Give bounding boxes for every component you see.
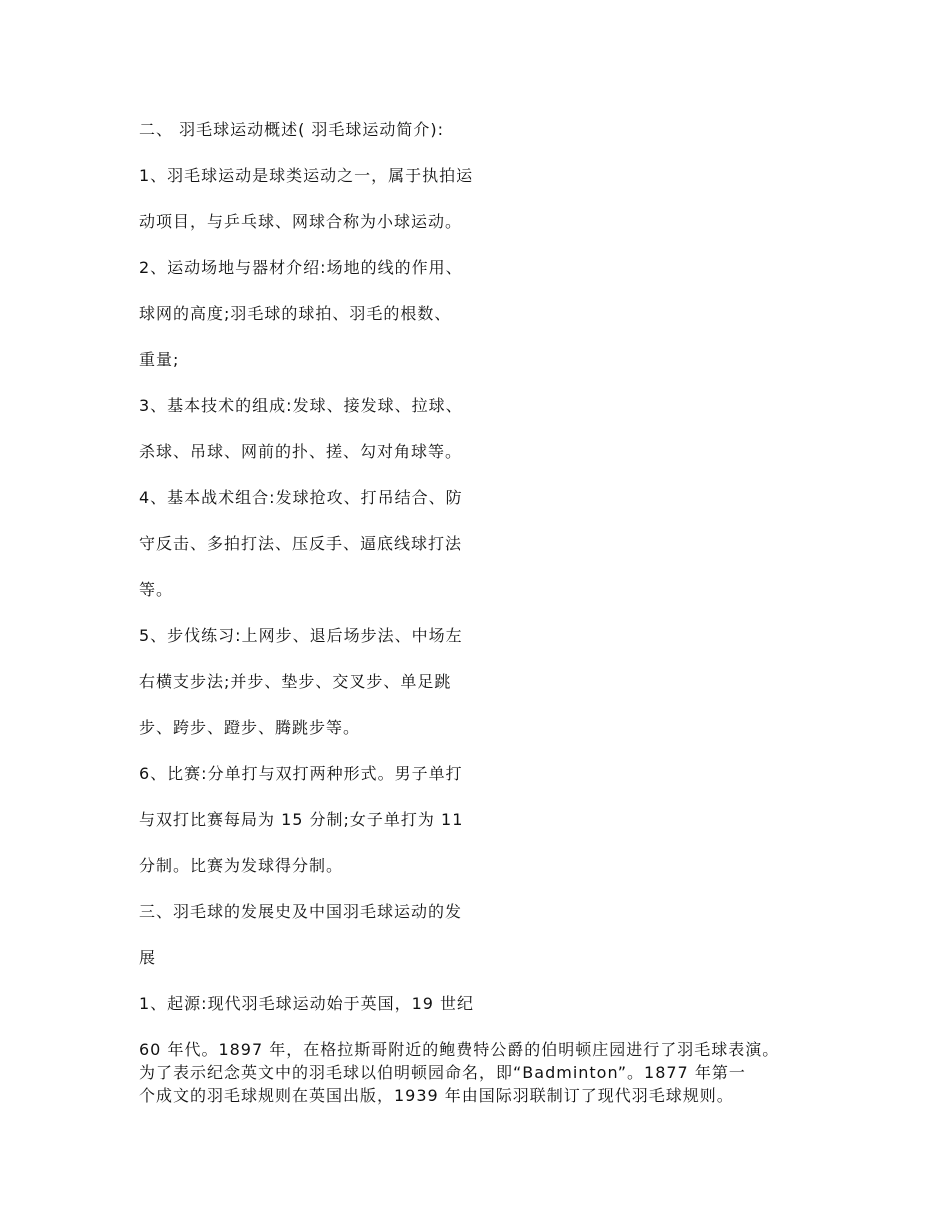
text-line: 等。 <box>139 580 174 599</box>
text-line: 分制。比赛为发球得分制。 <box>139 856 344 875</box>
text-line: 1、羽毛球运动是球类运动之一，属于执拍运 <box>139 166 474 185</box>
text-line: 动项目，与乒乓球、网球合称为小球运动。 <box>139 212 463 231</box>
section-heading-overview: 二、 羽毛球运动概述( 羽毛球运动简介): <box>139 120 445 139</box>
paragraph-line: 60 年代。1897 年，在格拉斯哥附近的鲍费特公爵的伯明顿庄园进行了羽毛球表演。 <box>139 1040 780 1059</box>
text-line: 杀球、吊球、网前的扑、搓、勾对角球等。 <box>139 442 463 461</box>
text-line: 3、基本技术的组成:发球、接发球、拉球、 <box>139 396 463 415</box>
paragraph-line: 个成文的羽毛球规则在英国出版，1939 年由国际羽联制订了现代羽毛球规则。 <box>139 1086 734 1105</box>
text-line: 守反击、多拍打法、压反手、逼底线球打法 <box>139 534 463 553</box>
paragraph-line: 为了表示纪念英文中的羽毛球以伯明顿园命名，即“Badminton”。1877 年第一 <box>139 1063 746 1082</box>
text-line: 1、起源:现代羽毛球运动始于英国，19 世纪 <box>139 994 475 1013</box>
section-heading-history: 三、羽毛球的发展史及中国羽毛球运动的发 <box>139 902 463 921</box>
text-line: 右横支步法;并步、垫步、交叉步、单足跳 <box>139 672 452 691</box>
text-line: 6、比赛:分单打与双打两种形式。男子单打 <box>139 764 463 783</box>
origin-paragraph <box>139 1038 839 1107</box>
text-line: 重量; <box>139 350 180 369</box>
text-line: 4、基本战术组合:发球抢攻、打吊结合、防 <box>139 488 463 507</box>
text-line: 2、运动场地与器材介绍:场地的线的作用、 <box>139 258 463 277</box>
text-line: 5、步伐练习:上网步、退后场步法、中场左 <box>139 626 463 645</box>
text-line: 展 <box>139 948 157 967</box>
text-line: 球网的高度;羽毛球的球拍、羽毛的根数、 <box>139 304 452 323</box>
text-line: 与双打比赛每局为 15 分制;女子单打为 11 <box>139 810 464 829</box>
text-line: 步、跨步、蹬步、腾跳步等。 <box>139 718 361 737</box>
